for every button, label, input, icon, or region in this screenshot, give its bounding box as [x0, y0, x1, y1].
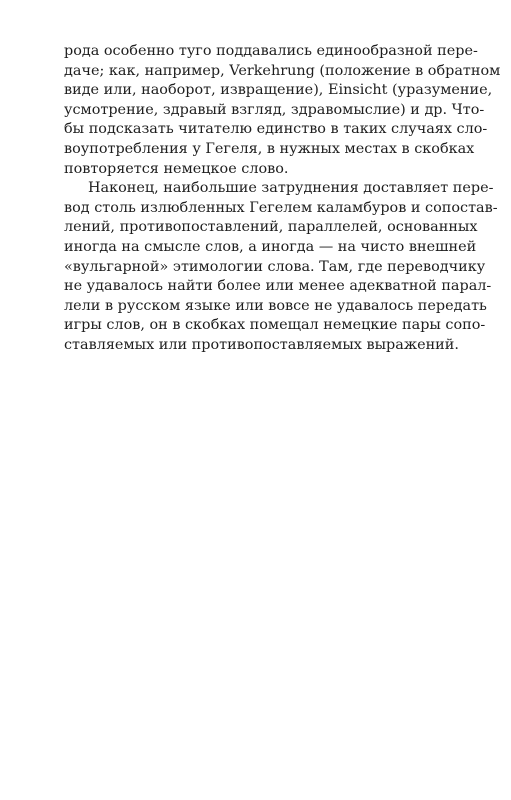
text-line: виде или, наоборот, извращение), Einsicht (уразумение, [64, 82, 493, 99]
text-line: ставляемых или противопоставляемых выражений. [64, 336, 459, 353]
text-line: лели в русском языке или вовсе не удавалось передать [64, 297, 487, 314]
text-line: Наконец, наибольшие затруднения доставляет пере- [88, 180, 494, 197]
text-line: бы подсказать читателю единство в таких случаях сло- [64, 121, 488, 138]
text-line: повторяется немецкое слово. [64, 160, 289, 177]
text-line: иногда на смысле слов, а иногда — на чисто внешней [64, 238, 477, 255]
text-line: «вульгарной» этимологии слова. Там, где переводчику [64, 258, 486, 275]
text-line: лений, противопоставлений, параллелей, основанных [64, 219, 478, 236]
text-line: игры слов, он в скобках помещал немецкие пары сопо- [64, 317, 486, 334]
paragraph-1 [64, 42, 501, 179]
text-line: даче; как, например, Verkehrung (положение в обратном [64, 62, 501, 79]
text-line: усмотрение, здравый взгляд, здравомыслие) и др. Что- [64, 101, 485, 118]
text-line: воупотребления у Гегеля, в нужных местах в скобках [64, 140, 475, 157]
text-line: вод столь излюбленных Гегелем каламбуров и сопостав- [64, 199, 498, 216]
body-text [64, 42, 501, 356]
text-line: не удавалось найти более или менее адекватной парал- [64, 278, 492, 295]
text-line: рода особенно туго поддавались единообразной пере- [64, 43, 478, 59]
paragraph-2 [64, 179, 498, 355]
